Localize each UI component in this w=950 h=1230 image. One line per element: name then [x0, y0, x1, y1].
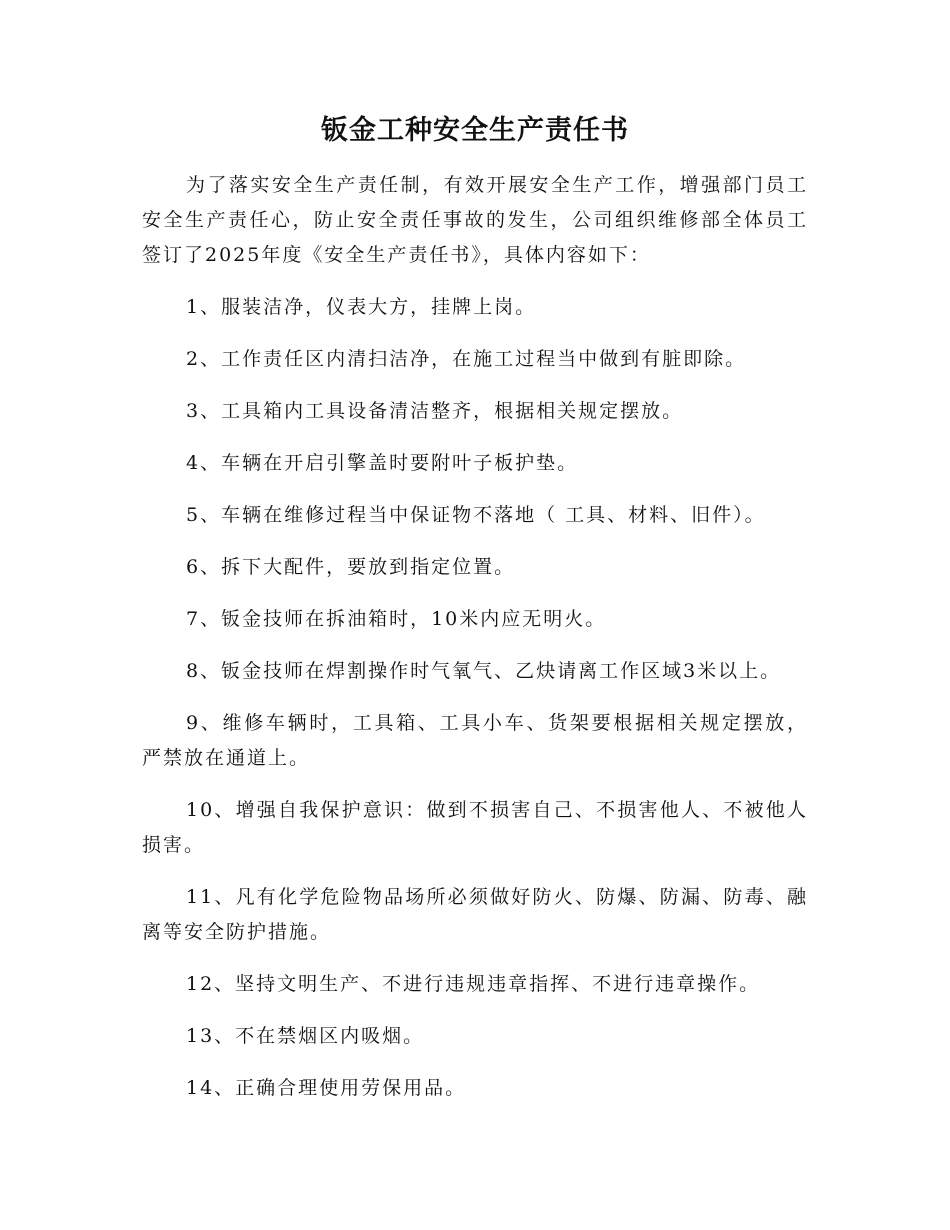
clause-7: 7、钣金技师在拆油箱时，10米内应无明火。 — [186, 608, 607, 630]
intro-paragraph: 为了落实安全生产责任制，有效开展安全生产工作，增强部门员工安全生产责任心，防止安全责任事故的发生，公司组织维修部全体员工签订了2025年度《安全生产责任书》，具体内容如下： — [142, 174, 808, 266]
document-title: 钣金工种安全生产责任书 — [321, 115, 629, 146]
clause-6: 6、拆下大配件，要放到指定位置。 — [186, 556, 516, 578]
document-body — [142, 168, 808, 1123]
clause-8: 8、钣金技师在焊割操作时气氧气、乙炔请离工作区域3米以上。 — [186, 660, 782, 682]
clause-1: 1、服装洁净，仪表大方，挂牌上岗。 — [186, 296, 537, 318]
clause-9: 9、维修车辆时，工具箱、工具小车、货架要根据相关规定摆放，严禁放在通道上。 — [142, 712, 808, 769]
clause-14: 14、正确合理使用劳保用品。 — [186, 1077, 467, 1099]
clause-4: 4、车辆在开启引擎盖时要附叶子板护垫。 — [186, 452, 579, 474]
clause-13: 13、不在禁烟区内吸烟。 — [186, 1025, 425, 1047]
clause-12: 12、坚持文明生产、不进行违规违章指挥、不进行违章操作。 — [186, 973, 761, 995]
clause-5: 5、车辆在维修过程当中保证物不落地（ 工具、材料、旧件）。 — [186, 504, 766, 526]
clause-2: 2、工作责任区内清扫洁净，在施工过程当中做到有脏即除。 — [186, 348, 747, 370]
clause-3: 3、工具箱内工具设备清洁整齐，根据相关规定摆放。 — [186, 400, 684, 422]
clause-11: 11、凡有化学危险物品场所必须做好防火、防爆、防漏、防毒、融离等安全防护措施。 — [142, 886, 808, 943]
clause-10: 10、增强自我保护意识：做到不损害自己、不损害他人、不被他人损害。 — [142, 799, 808, 856]
